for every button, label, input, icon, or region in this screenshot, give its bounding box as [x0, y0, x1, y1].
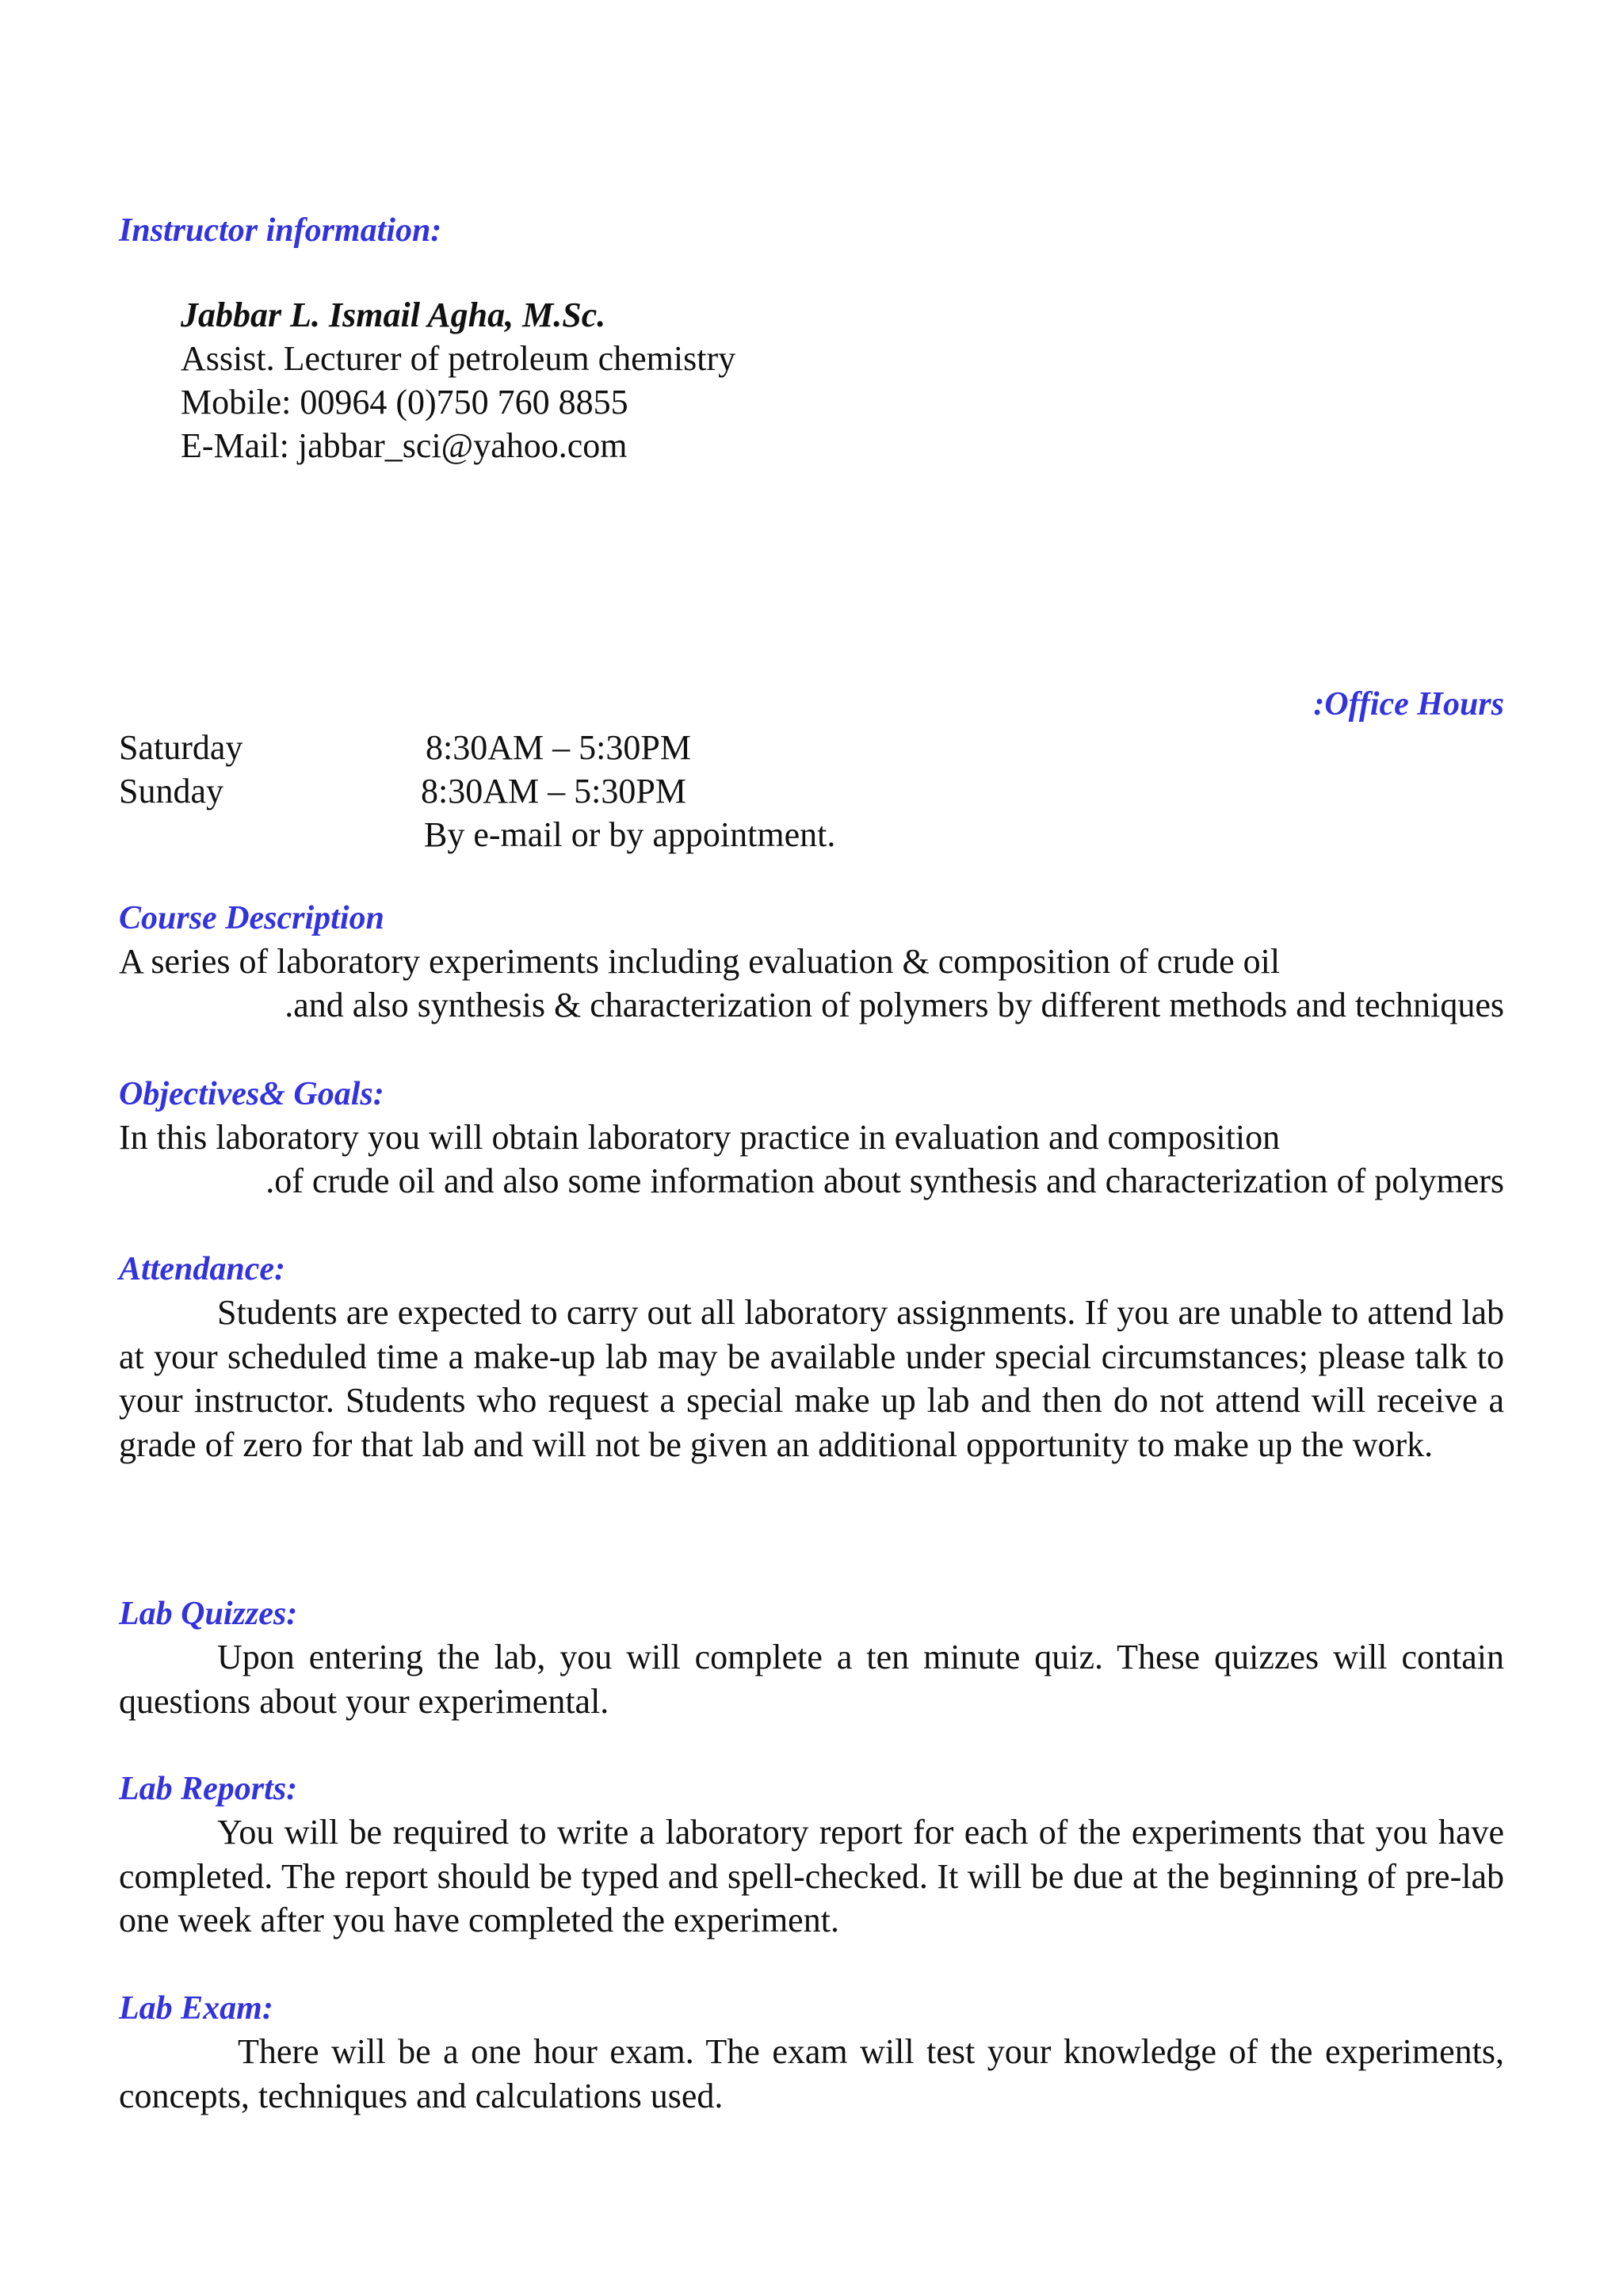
course-description-line-1: A series of laboratory experiments including evaluation & composition of crude oil	[119, 942, 1281, 981]
office-day-saturday: Saturday	[119, 728, 243, 767]
course-description-heading: Course Description	[119, 900, 384, 936]
office-hours-note: By e-mail or by appointment.	[424, 815, 836, 854]
objectives-line-1: In this laboratory you will obtain laboratory practice in evaluation and composition	[119, 1118, 1281, 1157]
office-day-sunday: Sunday	[119, 772, 223, 810]
instructor-name: Jabbar L. Ismail Agha, M.Sc.	[181, 296, 606, 334]
lab-exam-paragraph: There will be a one hour exam. The exam will test your knowledge of the experiments, concepts, techniques and calculations used.	[119, 2032, 1504, 2115]
office-time-saturday: 8:30AM – 5:30PM	[426, 728, 691, 767]
lab-quizzes-paragraph: Upon entering the lab, you will complete a ten minute quiz. These quizzes will contain questions about your experimental.	[119, 1638, 1504, 1721]
objectives-heading: Objectives& Goals:	[119, 1076, 384, 1112]
instructor-email: E-Mail: jabbar_sci@yahoo.com	[181, 426, 628, 465]
instructor-mobile: Mobile: 00964 (0)750 760 8855	[181, 383, 628, 421]
lab-reports-paragraph: You will be required to write a laboratory report for each of the experiments that you have completed. The report should be typed and spell-checked. It will be due at the beginning of pre-lab one week after you have completed the experiment.	[119, 1813, 1504, 1939]
instructor-heading: Instructor information:	[119, 212, 442, 249]
objectives-line-2: .of crude oil and also some information about synthesis and characterization of polymers	[265, 1161, 1504, 1200]
attendance-heading: Attendance:	[119, 1251, 285, 1287]
lab-quizzes-heading: Lab Quizzes:	[119, 1596, 298, 1632]
lab-exam-heading: Lab Exam:	[119, 1990, 273, 2027]
office-time-sunday: 8:30AM – 5:30PM	[421, 772, 686, 810]
office-hours-heading: :Office Hours	[1313, 686, 1504, 723]
instructor-title: Assist. Lecturer of petroleum chemistry	[181, 339, 736, 378]
course-description-line-2: .and also synthesis & characterization of polymers by different methods and techniques	[285, 986, 1504, 1024]
lab-reports-heading: Lab Reports:	[119, 1771, 298, 1807]
attendance-paragraph: Students are expected to carry out all laboratory assignments. If you are unable to attend lab at your scheduled time a make-up lab may be available under special circumstances; please talk to your instructor. Students who request a special make up lab and then do not attend will receive a grade of zero for that lab and will not be given an additional opportunity to make up the work.	[119, 1293, 1504, 1464]
